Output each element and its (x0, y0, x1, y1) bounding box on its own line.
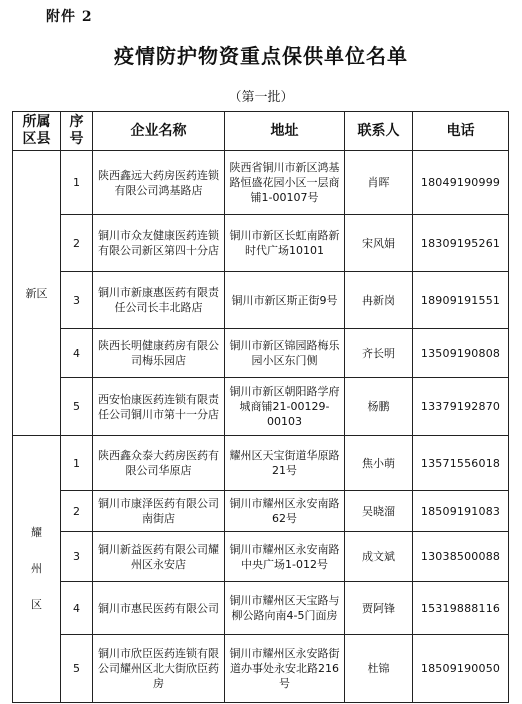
phone-cell: 18909191551 (413, 272, 509, 329)
district-char: 州 (31, 562, 42, 575)
company-cell: 铜川市康泽医药有限公司南街店 (93, 491, 225, 532)
column-header-district: 所属区县 (13, 112, 61, 151)
phone-cell: 18509190050 (413, 635, 509, 703)
table-row (13, 272, 509, 329)
district-cell (13, 436, 61, 703)
contact-cell: 贾阿锋 (345, 582, 413, 635)
phone-cell: 13571556018 (413, 436, 509, 491)
address-cell: 铜川市新区长虹南路新时代广场10101 (225, 215, 345, 272)
contact-cell: 宋风娟 (345, 215, 413, 272)
table-row (13, 582, 509, 635)
contact-cell: 成文斌 (345, 532, 413, 582)
contact-cell: 杨鹏 (345, 378, 413, 436)
table-header-row (13, 112, 509, 151)
address-cell: 铜川市耀州区永安南路62号 (225, 491, 345, 532)
address-cell: 铜川市耀州区永安路街道办事处永安北路216号 (225, 635, 345, 703)
company-cell: 陕西鑫远大药房医药连锁有限公司鸿基路店 (93, 151, 225, 215)
column-header-contact: 联系人 (345, 112, 413, 151)
column-header-seq: 序号 (61, 112, 93, 151)
address-cell: 铜川市新区朝阳路学府城商铺21-00129-00103 (225, 378, 345, 436)
phone-cell: 18509191083 (413, 491, 509, 532)
district-char: 区 (31, 598, 42, 611)
table-row (13, 532, 509, 582)
district-cell: 新区 (13, 151, 61, 436)
address-cell: 陕西省铜川市新区鸿基路恒盛花园小区一层商铺1-00107号 (225, 151, 345, 215)
seq-cell: 1 (61, 151, 93, 215)
seq-cell: 3 (61, 532, 93, 582)
seq-cell: 5 (61, 635, 93, 703)
phone-cell: 18309195261 (413, 215, 509, 272)
address-cell: 铜川市新区斯正街9号 (225, 272, 345, 329)
company-cell: 陕西鑫众泰大药房医药有限公司华原店 (93, 436, 225, 491)
contact-cell: 齐长明 (345, 329, 413, 378)
company-cell: 铜川市欣臣医药连锁有限公司耀州区北大街欣臣药房 (93, 635, 225, 703)
address-cell: 铜川市新区锦园路梅乐园小区东门侧 (225, 329, 345, 378)
column-header-address: 地址 (225, 112, 345, 151)
table-row (13, 329, 509, 378)
contact-cell: 肖晖 (345, 151, 413, 215)
column-header-company: 企业名称 (93, 112, 225, 151)
seq-cell: 1 (61, 436, 93, 491)
table-row (13, 436, 509, 491)
seq-cell: 4 (61, 582, 93, 635)
company-cell: 铜川市众友健康医药连锁有限公司新区第四十分店 (93, 215, 225, 272)
seq-cell: 4 (61, 329, 93, 378)
table-row (13, 215, 509, 272)
company-cell: 西安怡康医药连锁有限责任公司铜川市第十一分店 (93, 378, 225, 436)
contact-cell: 吴晓溜 (345, 491, 413, 532)
district-char: 耀 (31, 526, 42, 539)
column-header-phone: 电话 (413, 112, 509, 151)
phone-cell: 18049190999 (413, 151, 509, 215)
seq-cell: 5 (61, 378, 93, 436)
company-cell: 铜川市惠民医药有限公司 (93, 582, 225, 635)
phone-cell: 13038500088 (413, 532, 509, 582)
document-title: 疫情防护物资重点保供单位名单 (114, 44, 408, 68)
table-row (13, 635, 509, 703)
table-row (13, 491, 509, 532)
address-cell: 铜川市耀州区天宝路与柳公路向南4-5门面房 (225, 582, 345, 635)
company-cell: 陕西长明健康药房有限公司梅乐园店 (93, 329, 225, 378)
phone-cell: 15319888116 (413, 582, 509, 635)
phone-cell: 13379192870 (413, 378, 509, 436)
table-row (13, 151, 509, 215)
company-cell: 铜川市新康惠医药有限责任公司长丰北路店 (93, 272, 225, 329)
contact-cell: 焦小萌 (345, 436, 413, 491)
company-cell: 铜川新益医药有限公司耀州区永安店 (93, 532, 225, 582)
table-row (13, 378, 509, 436)
batch-label: （第一批） (228, 90, 294, 105)
contact-cell: 冉新岗 (345, 272, 413, 329)
address-cell: 铜川市耀州区永安南路中央广场1-012号 (225, 532, 345, 582)
contact-cell: 杜锦 (345, 635, 413, 703)
address-cell: 耀州区天宝街道华原路21号 (225, 436, 345, 491)
seq-cell: 2 (61, 491, 93, 532)
phone-cell: 13509190808 (413, 329, 509, 378)
attachment-label: 附件 2 (46, 9, 93, 25)
seq-cell: 2 (61, 215, 93, 272)
supplier-table (12, 111, 509, 703)
seq-cell: 3 (61, 272, 93, 329)
